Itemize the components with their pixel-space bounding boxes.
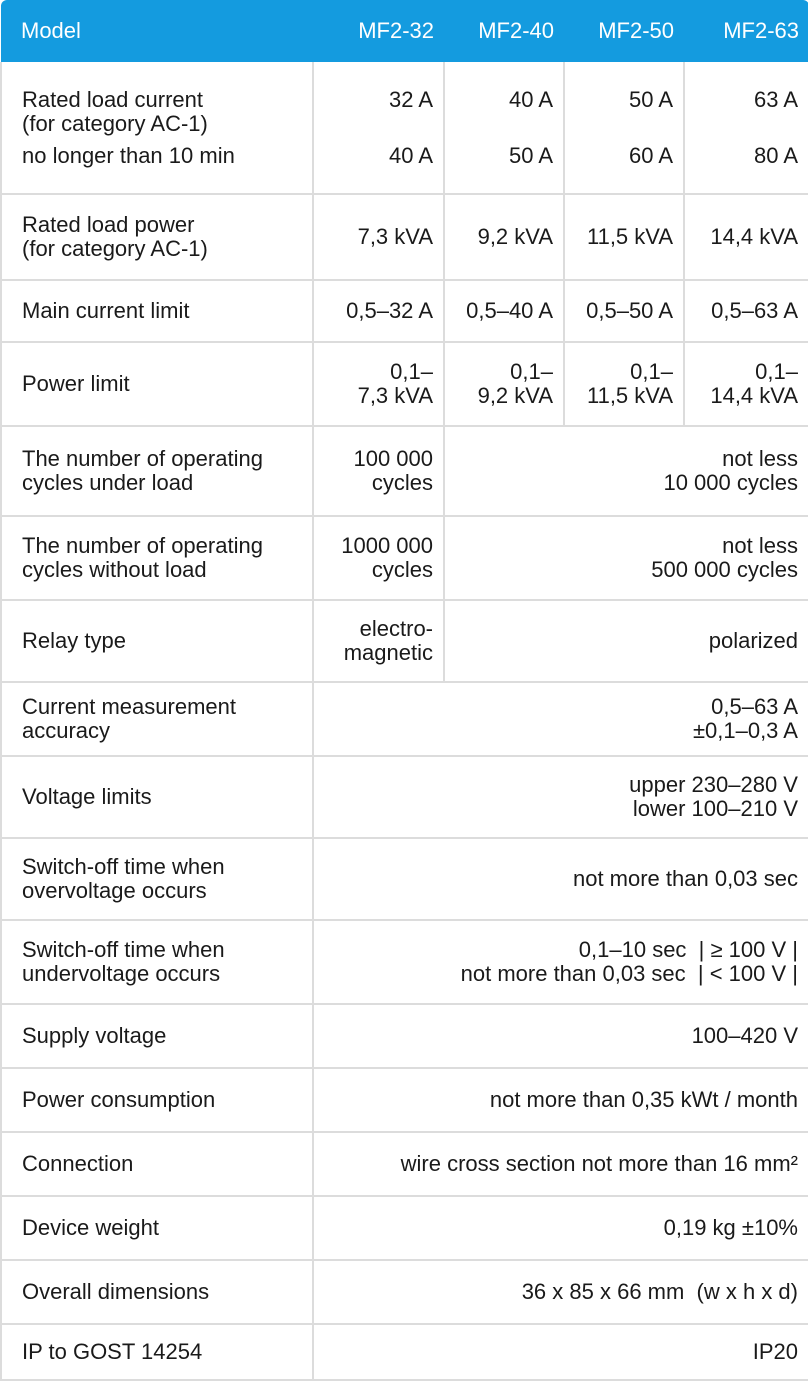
cell-value-merged: IP20 (313, 1324, 808, 1380)
label-line: The number of operating (22, 446, 263, 471)
cell-value-merged: not more than 0,35 kWt / month (313, 1068, 808, 1132)
row-main-current-limit (1, 280, 808, 342)
header-model-mf2-32: MF2-32 (313, 0, 444, 62)
label-line: accuracy (22, 718, 111, 743)
header-model-label: Model (1, 0, 313, 62)
value-line: cycles (371, 470, 433, 495)
value-line: cycles (371, 557, 433, 582)
value-line: 40 A (388, 142, 433, 168)
row-label: Power limit (1, 342, 313, 426)
value-line: 50 A (508, 142, 553, 168)
cell-value (313, 600, 444, 682)
cell-value: 0,5–32 A (313, 280, 444, 342)
row-rated-power (1, 194, 808, 280)
value-line: 10 000 cycles (663, 470, 798, 495)
cell-value: 0,5–40 A (444, 280, 564, 342)
cell-value-merged (313, 682, 808, 756)
cell-value: 0,5–63 A (684, 280, 808, 342)
label-line: (for category AC-1) (22, 236, 208, 261)
label-line: (for category AC-1) (22, 110, 208, 136)
row-supply-voltage (1, 1004, 808, 1068)
cell-value: 14,4 kVA (684, 194, 808, 280)
row-label: Main current limit (1, 280, 313, 342)
cell-value: 11,5 kVA (564, 194, 684, 280)
value-line: 1000 000 (341, 533, 433, 558)
row-overvoltage (1, 838, 808, 920)
cell-value (313, 62, 444, 194)
cell-value-merged: 100–420 V (313, 1004, 808, 1068)
label-line: Switch-off time when (22, 937, 225, 962)
row-weight (1, 1196, 808, 1260)
value-line: 100 000 (353, 446, 433, 471)
row-label (1, 838, 313, 920)
row-label: Relay type (1, 600, 313, 682)
row-label (1, 426, 313, 516)
label-line: Rated load current (22, 86, 203, 112)
cell-value (684, 62, 808, 194)
cell-value (444, 342, 564, 426)
row-connection (1, 1132, 808, 1196)
value-line: 50 A (628, 86, 673, 112)
value-line: 63 A (753, 86, 798, 112)
cell-value: 9,2 kVA (444, 194, 564, 280)
value-line: 60 A (628, 142, 673, 168)
cell-value-merged: polarized (444, 600, 808, 682)
row-power-consumption (1, 1068, 808, 1132)
cell-value (313, 516, 444, 600)
value-line: upper 230–280 V (629, 772, 798, 797)
cell-value: 0,5–50 A (564, 280, 684, 342)
row-label: Connection (1, 1132, 313, 1196)
value-line: 9,2 kVA (477, 383, 553, 408)
label-line: undervoltage occurs (22, 961, 221, 986)
cell-value (444, 62, 564, 194)
row-label (1, 194, 313, 280)
label-line: cycles without load (22, 557, 207, 582)
label-line: Current measurement (22, 694, 236, 719)
value-line: 40 A (508, 86, 553, 112)
row-label (1, 516, 313, 600)
header-model-mf2-40: MF2-40 (444, 0, 564, 62)
value-line: magnetic (343, 640, 433, 665)
value-line: not more than 0,03 sec | < 100 V | (460, 961, 798, 986)
value-line: 0,1– (755, 359, 798, 384)
cell-value-merged: 0,19 kg ±10% (313, 1196, 808, 1260)
value-line: not less (722, 446, 798, 471)
value-line: 32 A (388, 86, 433, 112)
row-ip (1, 1324, 808, 1380)
label-line: Switch-off time when (22, 854, 225, 879)
row-cycles-under-load (1, 426, 808, 516)
value-line: lower 100–210 V (632, 796, 798, 821)
cell-value-merged (444, 426, 808, 516)
row-label: Device weight (1, 1196, 313, 1260)
label-line: The number of operating (22, 533, 263, 558)
value-line: 500 000 cycles (651, 557, 798, 582)
cell-value-merged (444, 516, 808, 600)
table-body (1, 62, 808, 1380)
label-line: cycles under load (22, 470, 194, 495)
cell-value (313, 426, 444, 516)
row-rated-current (1, 62, 808, 194)
cell-value (564, 342, 684, 426)
row-undervoltage (1, 920, 808, 1004)
value-line: 14,4 kVA (710, 383, 798, 408)
label-line: no longer than 10 min (22, 142, 235, 168)
row-accuracy (1, 682, 808, 756)
row-label (1, 920, 313, 1004)
value-line: 11,5 kVA (586, 383, 673, 408)
value-line: electro- (359, 616, 433, 641)
row-label: Supply voltage (1, 1004, 313, 1068)
value-line: 0,1–10 sec | ≥ 100 V | (578, 937, 798, 962)
label-line: overvoltage occurs (22, 878, 207, 903)
cell-value-merged: 36 x 85 x 66 mm (w x h x d) (313, 1260, 808, 1324)
cell-value-merged (313, 756, 808, 838)
header-row (1, 0, 808, 62)
row-label: IP to GOST 14254 (1, 1324, 313, 1380)
value-line: not less (722, 533, 798, 558)
value-line: 0,5–63 A (711, 694, 798, 719)
value-line: 0,1– (390, 359, 433, 384)
row-cycles-without-load (1, 516, 808, 600)
row-voltage-limits (1, 756, 808, 838)
row-dimensions (1, 1260, 808, 1324)
row-label (1, 682, 313, 756)
cell-value-merged: wire cross section not more than 16 mm² (313, 1132, 808, 1196)
table-header (1, 0, 808, 62)
value-line: 0,1– (630, 359, 673, 384)
cell-value (564, 62, 684, 194)
value-line: 80 A (753, 142, 798, 168)
cell-value (313, 342, 444, 426)
header-model-mf2-63: MF2-63 (684, 0, 808, 62)
value-line: ±0,1–0,3 A (692, 718, 798, 743)
cell-value-merged: not more than 0,03 sec (313, 838, 808, 920)
cell-value (684, 342, 808, 426)
row-label: Voltage limits (1, 756, 313, 838)
value-line: 7,3 kVA (357, 383, 433, 408)
row-label: Power consumption (1, 1068, 313, 1132)
row-relay-type (1, 600, 808, 682)
row-label: Overall dimensions (1, 1260, 313, 1324)
cell-value: 7,3 kVA (313, 194, 444, 280)
row-power-limit (1, 342, 808, 426)
header-model-mf2-50: MF2-50 (564, 0, 684, 62)
cell-value-merged (313, 920, 808, 1004)
value-line: 0,1– (510, 359, 553, 384)
label-line: Rated load power (22, 212, 195, 237)
row-label (1, 62, 313, 194)
